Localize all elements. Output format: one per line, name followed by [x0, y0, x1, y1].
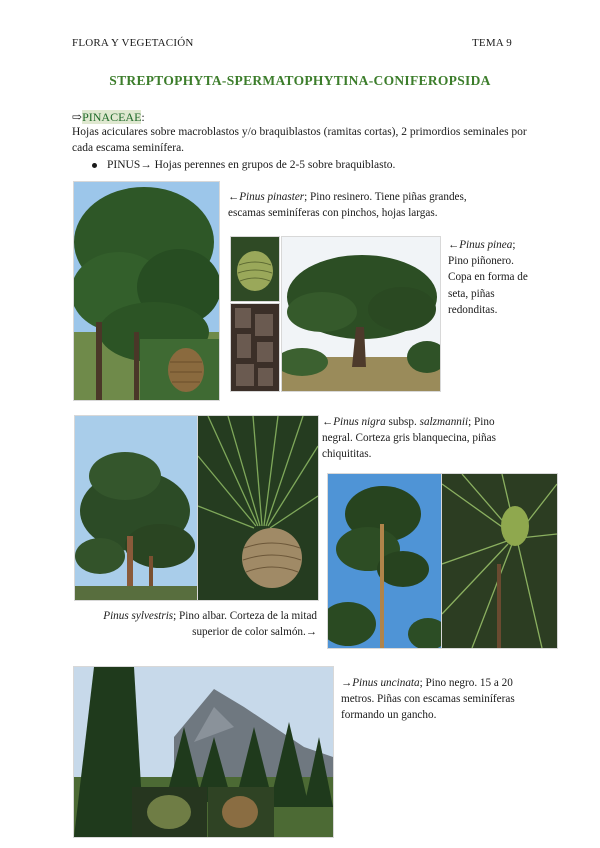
caption-pinus-pinaster — [228, 189, 503, 221]
arrow-icon: ⇨ — [72, 110, 83, 124]
bullet-item — [92, 158, 395, 174]
caption-pinus-pinea — [448, 237, 528, 318]
scientific-name: Pinus sylvestris — [103, 610, 174, 622]
scientific-name: Pinus pinea — [459, 239, 513, 251]
photo-pinus-pinea-tree — [281, 236, 441, 392]
photo-pinus-pinea-bark — [230, 303, 280, 392]
caption-text: ; Pino negro. 15 a 20 metros. Piñas con escamas seminíferas formando un gancho. — [341, 677, 515, 722]
scientific-name: Pinus uncinata — [352, 677, 420, 689]
bullet-icon — [92, 163, 97, 168]
page-title: STREPTOPHYTA-SPERMATOPHYTINA-CONIFEROPSIDA — [109, 73, 491, 88]
section-name: PINACEAE — [82, 110, 142, 124]
photo-pinus-sylvestris-cone — [197, 415, 319, 601]
arrow-left-icon: ← — [322, 416, 334, 428]
arrow-left-icon: ← — [228, 191, 240, 203]
caption-pinus-uncinata — [341, 675, 526, 724]
bullet-text: PINUS→ Hojas perennes en grupos de 2-5 sobre braquiblasto. — [107, 159, 396, 171]
arrow-right-icon: → — [341, 677, 353, 689]
intro-paragraph: Hojas aciculares sobre macroblastos y/o braquiblastos (ramitas cortas), 2 primordios seminales por cada escama seminífera. — [72, 126, 527, 154]
photo-pinus-pinea-cone — [230, 236, 280, 302]
scientific-name: Pinus nigra — [333, 416, 386, 428]
arrow-left-icon: ← — [448, 239, 460, 251]
caption-pinus-nigra — [322, 414, 522, 463]
caption-pinus-sylvestris — [74, 608, 317, 640]
caption-subsp: subsp. — [385, 416, 420, 428]
photo-pinus-nigra-cone — [441, 473, 558, 649]
header-topic: TEMA 9 — [471, 37, 512, 49]
photo-pinus-uncinata-forest — [73, 666, 334, 838]
section-colon: : — [141, 110, 145, 124]
subspecies-name: salzmannii — [419, 416, 469, 428]
caption-text: ; Pino piñonero. Copa en forma de seta, piñas redonditas. — [448, 239, 528, 316]
scientific-name: Pinus pinaster — [239, 191, 305, 203]
caption-text: ; Pino albar. Corteza de la mitad superior de color salmón.→ — [173, 610, 317, 639]
section-heading — [72, 109, 145, 125]
photo-pinus-sylvestris-tree — [74, 415, 198, 601]
caption-text: ; Pino resinero. Tiene piñas grandes, escamas seminíferas con pinchos, hojas largas. — [228, 191, 467, 220]
photo-pinus-pinaster-tree — [73, 181, 220, 401]
photo-pinus-nigra-tree — [327, 473, 442, 649]
header-subject: FLORA Y VEGETACIÓN — [72, 37, 194, 49]
caption-text: ; Pino negral. Corteza gris blanquecina, piñas chiquititas. — [322, 416, 496, 461]
